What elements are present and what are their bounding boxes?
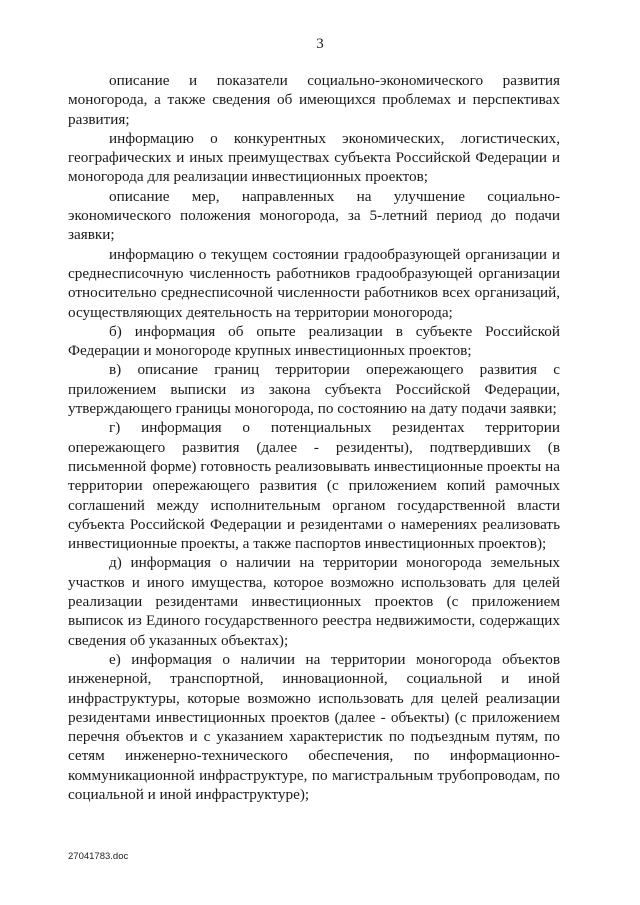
paragraph-improvement-measures: описание мер, направленных на улучшение социально-экономического положения моногорода, за 5-летний период до подачи заявки; bbox=[68, 187, 560, 244]
paragraph-item-v: в) описание границ территории опережающего развития с приложением выписки из закона субъекта Российской Федерации, утверждающего границы моногорода, по состоянию на дату подачи заявки; bbox=[68, 361, 560, 418]
paragraph-item-d: д) информация о наличии на территории моногорода земельных участков и иного имущества, которое возможно использовать для целей реализации резидентами инвестиционных проектов (с приложением выписок из Единого государственного реестра недвижимости, содержащих сведения об указанных объектах); bbox=[68, 554, 560, 649]
paragraph-competitive-advantages: информацию о конкурентных экономических, логистических, географических и иных преимуществах субъекта Российской Федерации и моногорода для реализации инвестиционных проектов; bbox=[68, 129, 560, 186]
paragraph-development-description: описание и показатели социально-экономического развития моногорода, а также сведения об имеющихся проблемах и перспективах развития; bbox=[68, 72, 560, 128]
paragraph-item-e: е) информация о наличии на территории моногорода объектов инженерной, транспортной, инновационной, социальной и иной инфраструктуры, которые возможно использовать для целей реализации резидентами инвестиционных проектов (далее - объекты) (с приложением перечня объектов и с указанием характеристик по подъездным путям, по сетям инженерно-технического обеспечения, по информационно-коммуникационной инфраструктуре, по магистральным трубопроводам, по социальной и иной инфраструктуре); bbox=[68, 650, 560, 803]
document-filename: 27041783.doc bbox=[68, 851, 129, 862]
paragraph-town-forming-organization: информацию о текущем состоянии градообразующей организации и среднесписочную численность работников градообразующей организации относительно среднесписочной численности работников всех организаций, осуществляющих деятельность на территории моногорода; bbox=[68, 245, 560, 321]
document-body bbox=[68, 71, 560, 804]
paragraph-item-g: г) информация о потенциальных резидентах территории опережающего развития (далее - резиденты), подтвердивших (в письменной форме) готовность реализовывать инвестиционные проекты на территории опережающего развития (с приложением копий рамочных соглашений между исполнительным органом государственной власти субъекта Российской Федерации и резидентами о намерениях реализовать инвестиционные проекты, а также паспортов инвестиционных проектов); bbox=[68, 419, 560, 553]
page-number: 3 bbox=[316, 36, 324, 52]
paragraph-item-b: б) информация об опыте реализации в субъекте Российской Федерации и моногороде крупных инвестиционных проектов; bbox=[68, 322, 560, 360]
